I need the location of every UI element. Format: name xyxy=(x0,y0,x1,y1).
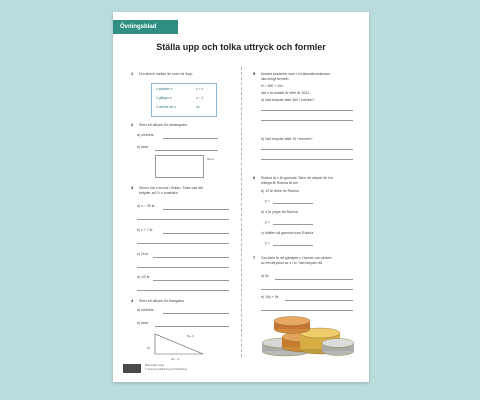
q1-right-3: 4x xyxy=(196,105,200,109)
q5b-label: b) Vad betyder talet 10 i formeln? xyxy=(261,137,313,141)
q5-formula: N = 360 + 10x xyxy=(261,84,283,88)
triangle-side-b: 2x xyxy=(147,346,151,350)
q5a-answer-line-2[interactable] xyxy=(261,120,353,121)
q6b-label: b) 4 år yngre än Rubina xyxy=(261,210,298,214)
q1-number: 1 xyxy=(131,71,134,76)
q6c-label: c) hälften så gammal som Rubina xyxy=(261,231,314,235)
footer-line2: © Sanoma Utbildning och författarna xyxy=(145,368,187,371)
q3a-answer-line-2[interactable] xyxy=(137,219,229,220)
q1-text: Dra streck mellan de som hör ihop. xyxy=(139,71,194,76)
q5b-answer-line-2[interactable] xyxy=(261,159,353,160)
q3b-label: b) x + 7 kr xyxy=(137,228,153,232)
q1-matching-box xyxy=(151,83,217,117)
column-divider xyxy=(241,67,242,357)
q6c-answer-line[interactable] xyxy=(273,245,313,246)
q6c-answer-prefix: y = xyxy=(265,241,270,245)
q3d-label: d) x/3 kr xyxy=(137,275,150,279)
q5a-answer-line[interactable] xyxy=(261,110,353,111)
q5-explain: där x är antalet år efter år 2021. xyxy=(261,91,311,95)
q1-left-3: 4 mindre än x xyxy=(156,105,176,109)
triangle-side-c: 4x − 1 xyxy=(171,357,180,361)
q6b-answer-line[interactable] xyxy=(273,224,313,225)
q3b-answer-line-2[interactable] xyxy=(137,243,229,244)
q4-number: 4 xyxy=(131,298,134,303)
q3-text-line2: betyder att 3 i s innebära xyxy=(139,190,178,195)
q6a-label: a) 10 år äldre än Rubina xyxy=(261,189,299,193)
q2b-answer-line[interactable] xyxy=(155,150,218,151)
q1-left-2: 4 gånger x xyxy=(156,96,172,100)
q3c-answer-line[interactable] xyxy=(153,257,229,258)
q3d-answer-line[interactable] xyxy=(153,280,229,281)
q3a-label: a) x − 30 kr xyxy=(137,204,155,208)
q1-right-2: x − 4 xyxy=(196,96,204,100)
q7a-label: a) 5x xyxy=(261,274,269,278)
q7a-answer-line[interactable] xyxy=(275,279,353,280)
q4a-answer-line[interactable] xyxy=(163,313,229,314)
publisher-logo xyxy=(123,364,141,373)
page-title: Ställa upp och tolka uttryck och formler xyxy=(156,42,326,52)
q6-number: 6 xyxy=(253,175,256,180)
q2a-label: a) omkrets xyxy=(137,133,154,137)
q7-text-line2: av ett uttrycket av x i kr. Vad betyder då xyxy=(261,260,323,265)
triangle-figure xyxy=(153,330,213,356)
q3c-answer-line-2[interactable] xyxy=(137,267,229,268)
worksheet-tag: Övningsblad xyxy=(113,20,178,34)
q6a-answer-prefix: y = xyxy=(265,199,270,203)
q1-right-1: x + 4 xyxy=(196,87,204,91)
q4b-answer-line[interactable] xyxy=(155,326,229,327)
q7b-answer-line[interactable] xyxy=(285,300,353,301)
q3c-label: c) 2x kr xyxy=(137,252,149,256)
q2a-answer-line[interactable] xyxy=(163,138,218,139)
worksheet-page xyxy=(113,12,369,382)
q4b-label: b) area xyxy=(137,321,149,325)
q5a-label: a) Vad betyder talet 360 i formeln? xyxy=(261,98,315,102)
rectangle-figure xyxy=(155,155,225,179)
q4-text: Skriv ett uttryck för triangelns xyxy=(139,298,185,303)
rectangle-side-label: 3x+4 xyxy=(207,157,214,161)
q7-number: 7 xyxy=(253,255,256,260)
q7-text-line1: Om tiden är ett gästspel x i former och skrivet xyxy=(261,255,332,260)
q3b-answer-line[interactable] xyxy=(163,233,229,234)
footer-line1: Matematik Origo xyxy=(145,364,165,367)
q7b-label: b) 10y + 5x xyxy=(261,295,279,299)
q4a-label: a) omkrets xyxy=(137,308,154,312)
q6-text-line1: Rubina är x år gammal. Skriv ett uttryck för hur xyxy=(261,175,334,180)
q2-text: Skriv ett uttryck för rektangelns xyxy=(139,122,188,127)
q2-number: 2 xyxy=(131,122,134,127)
q3-number: 3 xyxy=(131,185,134,190)
triangle-side-a: 5x−4 xyxy=(187,334,194,338)
q5-text-line1: Antalet studenter som i en laborationskursen xyxy=(261,71,331,76)
q2b-label: b) area xyxy=(137,145,149,149)
q6a-answer-line[interactable] xyxy=(273,203,313,204)
q6-text-line2: många år Rubina är om xyxy=(261,180,298,185)
q7a-answer-line-2[interactable] xyxy=(261,289,353,290)
q5b-answer-line[interactable] xyxy=(261,149,353,150)
q3-text-line1: Simon har x kronor i fickan. Tolka vad det xyxy=(139,185,203,190)
q5-number: 5 xyxy=(253,71,256,76)
coin-stack-illustration xyxy=(260,307,356,357)
q6b-answer-prefix: y = xyxy=(265,220,270,224)
q1-left-1: 4 stycken x xyxy=(156,87,173,91)
q3d-answer-line-2[interactable] xyxy=(137,290,229,291)
q3a-answer-line[interactable] xyxy=(163,209,229,210)
q5-text-line2: ska enligt formeln xyxy=(261,76,289,81)
